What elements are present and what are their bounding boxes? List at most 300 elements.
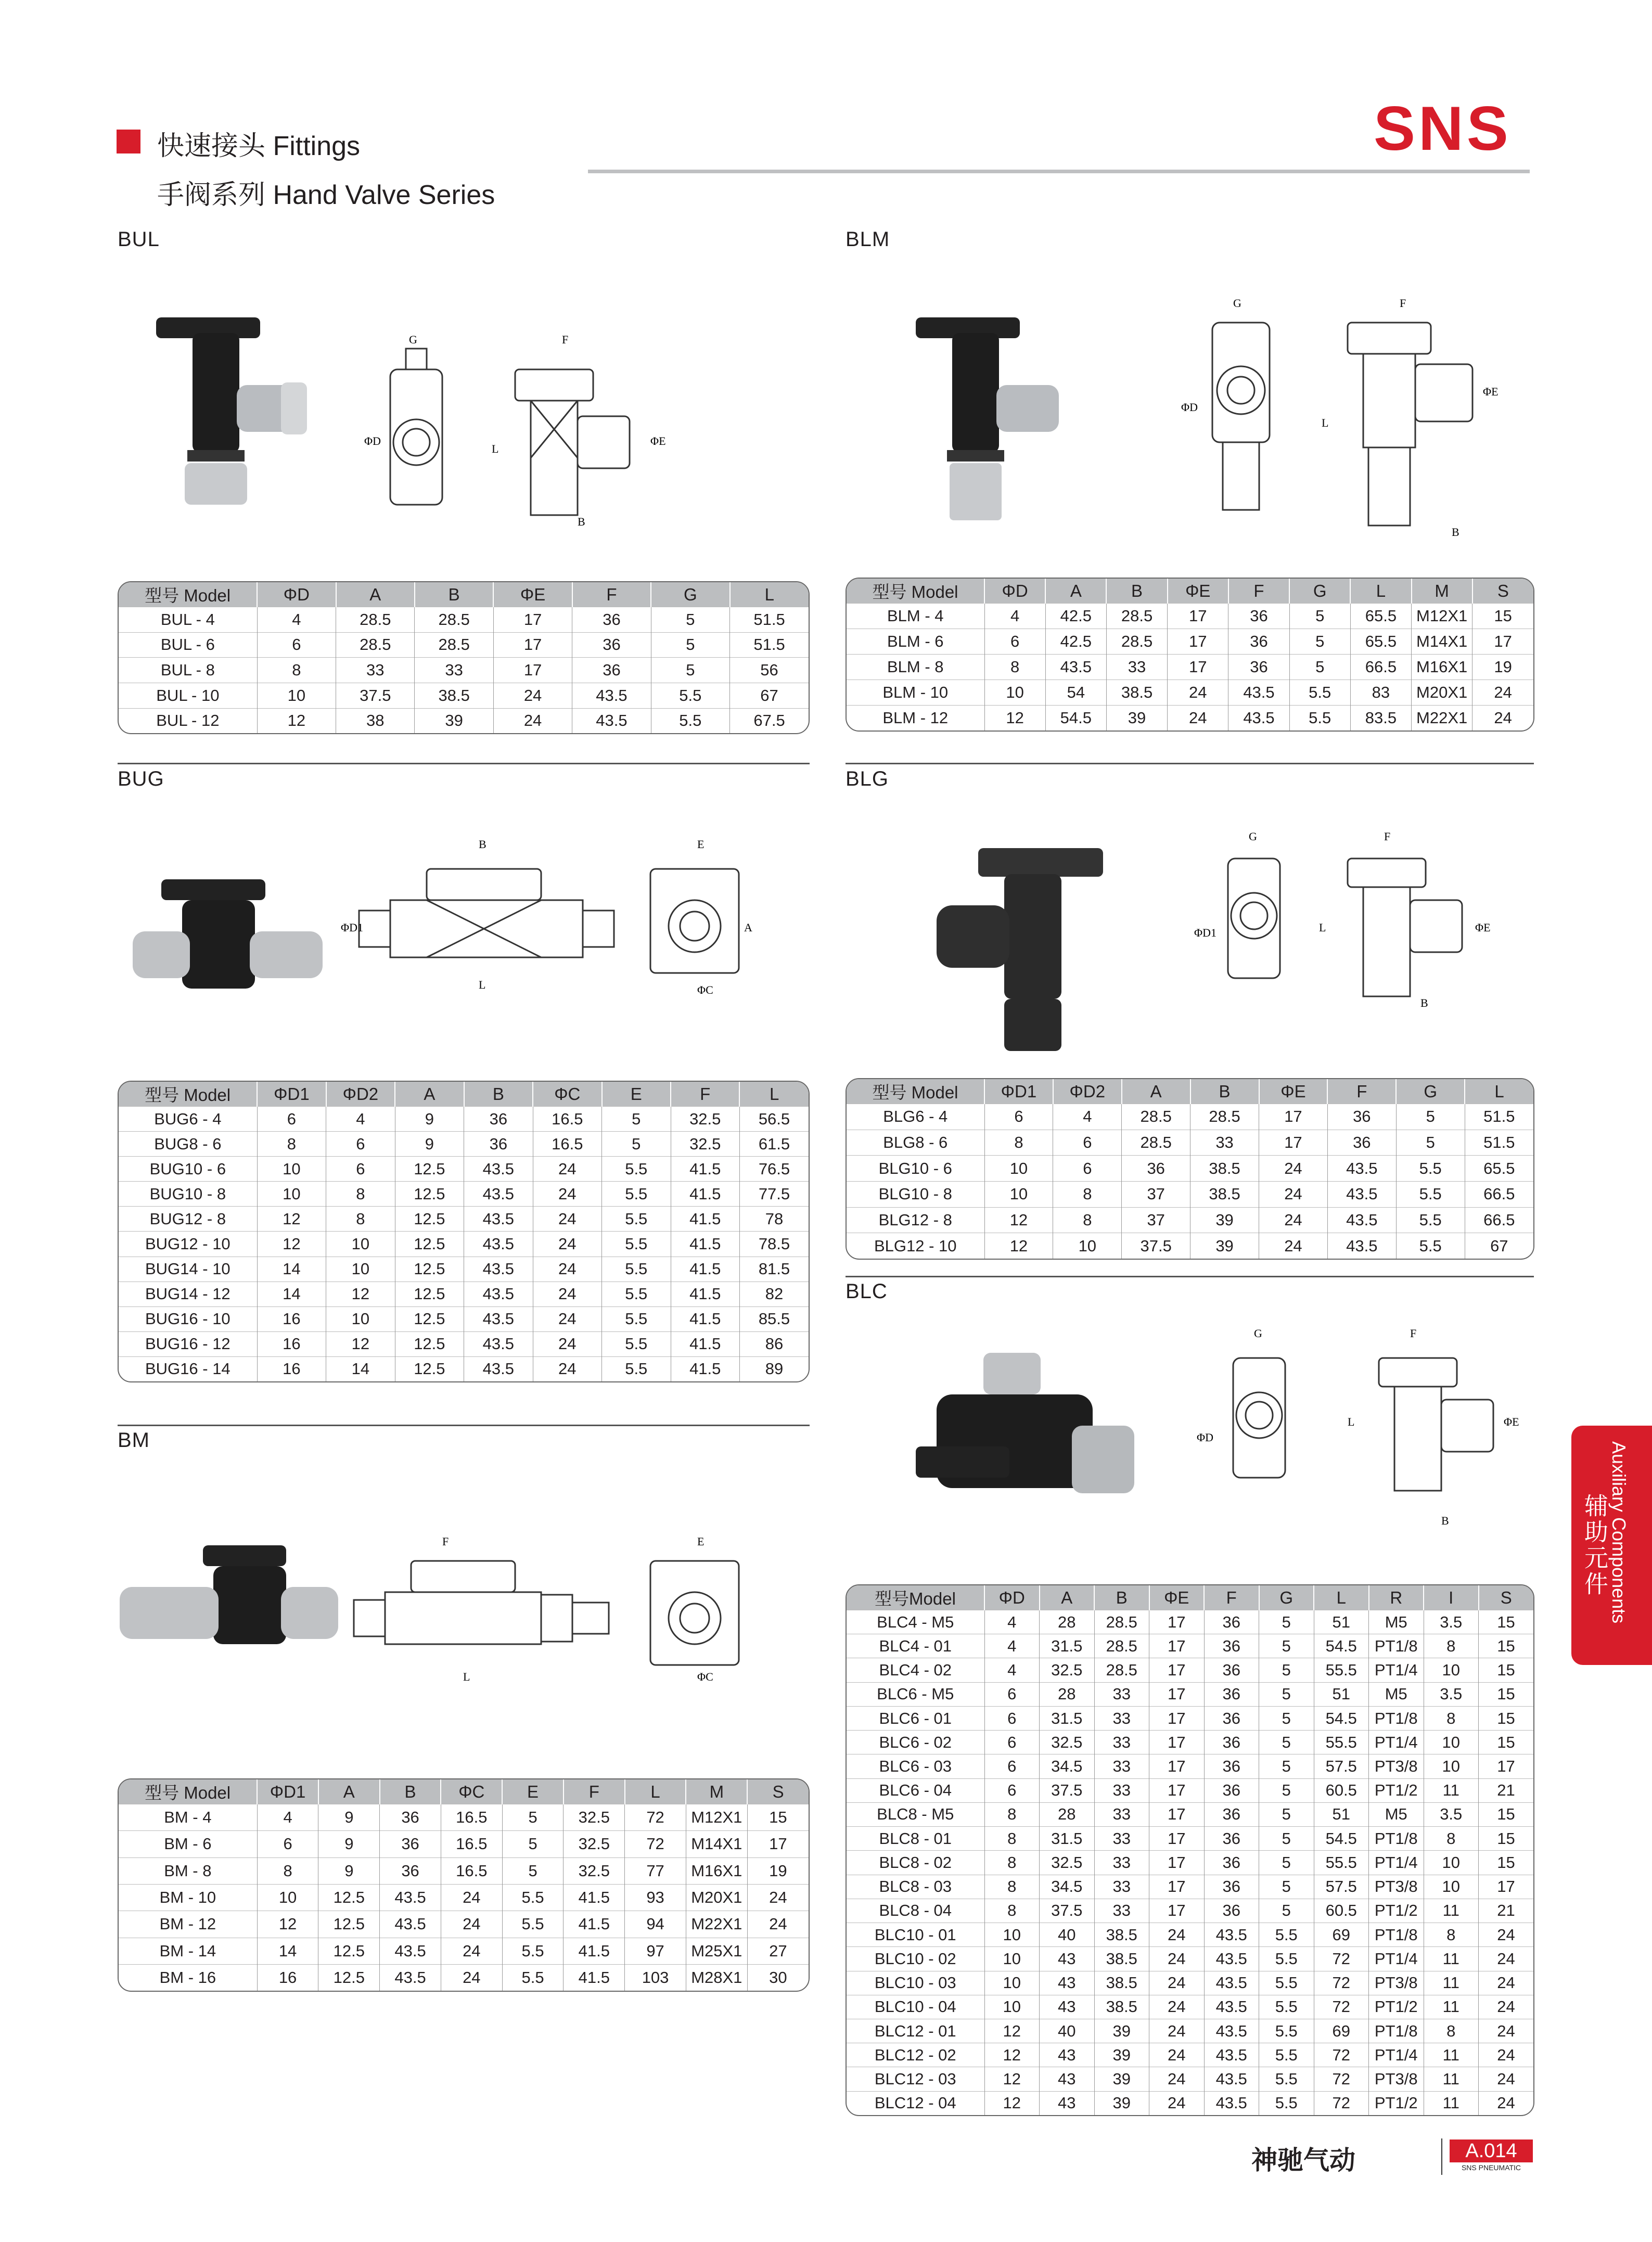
- table-cell: BLC8 - 04: [847, 1899, 984, 1923]
- table-cell: 5.5: [502, 1911, 564, 1938]
- section-title-bul: BUL: [118, 228, 160, 251]
- table-cell: 36: [464, 1132, 533, 1157]
- table-cell: 5: [1259, 1802, 1314, 1826]
- table-cell: 36: [1327, 1104, 1396, 1130]
- section-divider: [846, 1276, 1534, 1277]
- table-row: [119, 1157, 809, 1182]
- table-cell: 15: [1479, 1634, 1534, 1658]
- table-cell: 40: [1040, 2019, 1095, 2043]
- table-cell: 36: [380, 1857, 441, 1884]
- table-cell: 82: [739, 1282, 809, 1306]
- table-row: [847, 1754, 1533, 1778]
- table-cell: 5: [1289, 629, 1350, 655]
- table-row: [119, 607, 809, 633]
- table-cell: 97: [625, 1938, 686, 1964]
- table-cell: 5: [502, 1831, 564, 1857]
- table-cell: 5.5: [602, 1306, 671, 1331]
- blg-table: [847, 1079, 1533, 1259]
- table-cell: 76.5: [739, 1157, 809, 1182]
- column-header: G: [1289, 579, 1350, 604]
- column-header: ΦD1: [257, 1082, 326, 1107]
- table-cell: 4: [257, 607, 336, 633]
- column-header: F: [671, 1082, 739, 1107]
- table-row: [847, 1658, 1533, 1682]
- table-cell: 16.5: [441, 1831, 502, 1857]
- table-row: [119, 632, 809, 658]
- table-cell: 42.5: [1045, 629, 1106, 655]
- table-cell: BUL - 4: [119, 607, 257, 633]
- table-cell: 36: [1204, 1875, 1259, 1899]
- table-cell: PT1/2: [1369, 1995, 1424, 2019]
- table-cell: M28X1: [686, 1964, 747, 1991]
- table-cell: 24: [747, 1911, 809, 1938]
- table-cell: 12.5: [318, 1964, 380, 1991]
- table-cell: 5.5: [602, 1257, 671, 1282]
- table-cell: 37: [1122, 1182, 1190, 1208]
- table-cell: 24: [441, 1884, 502, 1911]
- svg-text:ΦC: ΦC: [697, 983, 713, 996]
- table-cell: 54.5: [1314, 1706, 1369, 1730]
- table-cell: 17: [1472, 629, 1533, 655]
- bug-technical-drawing: [338, 832, 780, 1020]
- column-header: ΦD2: [326, 1082, 395, 1107]
- table-cell: 15: [747, 1804, 809, 1831]
- table-row: [119, 1107, 809, 1132]
- table-cell: BLC12 - 04: [847, 2091, 984, 2115]
- table-cell: 24: [1479, 1971, 1534, 1995]
- table-cell: 43.5: [1204, 2091, 1259, 2115]
- table-cell: 24: [1259, 1233, 1328, 1259]
- table-cell: 24: [533, 1331, 601, 1356]
- table-cell: 36: [380, 1831, 441, 1857]
- table-cell: 17: [1149, 1706, 1205, 1730]
- table-cell: 17: [747, 1831, 809, 1857]
- table-cell: BLM - 6: [847, 629, 984, 655]
- svg-text:B: B: [479, 838, 486, 851]
- table-row: [847, 1971, 1533, 1995]
- table-cell: BM - 10: [119, 1884, 257, 1911]
- table-cell: 36: [1204, 1754, 1259, 1778]
- table-cell: 42.5: [1045, 604, 1106, 629]
- table-cell: 5.5: [1259, 1971, 1314, 1995]
- sns-logo: SNS: [1374, 94, 1512, 163]
- table-cell: 14: [257, 1938, 318, 1964]
- table-cell: 12.5: [395, 1356, 464, 1381]
- table-cell: BLC6 - M5: [847, 1682, 984, 1706]
- table-cell: 4: [984, 1634, 1040, 1658]
- table-cell: 24: [1149, 1995, 1205, 2019]
- column-header: A: [1040, 1585, 1095, 1610]
- table-cell: 43.5: [464, 1356, 533, 1381]
- table-cell: 55.5: [1314, 1731, 1369, 1754]
- table-cell: 11: [1424, 1778, 1479, 1802]
- table-cell: 36: [1228, 604, 1289, 629]
- table-cell: 39: [415, 708, 493, 733]
- table-cell: BLG12 - 8: [847, 1207, 984, 1233]
- table-row: [119, 1132, 809, 1157]
- section-divider: [118, 1425, 810, 1426]
- table-cell: 10: [326, 1257, 395, 1282]
- table-cell: 8: [1424, 1634, 1479, 1658]
- table-cell: 5: [1396, 1130, 1465, 1156]
- svg-text:ΦD: ΦD: [1197, 1431, 1213, 1444]
- table-cell: 83: [1350, 680, 1411, 706]
- table-cell: 24: [441, 1911, 502, 1938]
- table-row: [847, 1682, 1533, 1706]
- table-cell: 103: [625, 1964, 686, 1991]
- series-title: 手阀系列 Hand Valve Series: [157, 180, 495, 210]
- table-cell: 17: [1149, 1899, 1205, 1923]
- table-cell: 43.5: [1045, 655, 1106, 680]
- table-cell: 41.5: [564, 1911, 625, 1938]
- table-cell: 8: [1053, 1182, 1122, 1208]
- table-cell: 28.5: [415, 607, 493, 633]
- table-cell: BM - 12: [119, 1911, 257, 1938]
- table-row: [847, 1802, 1533, 1826]
- table-cell: 17: [1168, 604, 1228, 629]
- column-header: 型号 Model: [119, 1779, 257, 1804]
- table-cell: 43.5: [1228, 680, 1289, 706]
- table-cell: 41.5: [671, 1282, 739, 1306]
- table-cell: 15: [1479, 1706, 1534, 1730]
- blg-technical-drawing: [1192, 827, 1556, 1025]
- table-cell: 5: [1396, 1104, 1465, 1130]
- table-cell: 17: [1149, 1658, 1205, 1682]
- table-cell: BUG12 - 8: [119, 1207, 257, 1232]
- table-cell: PT1/8: [1369, 1827, 1424, 1851]
- table-cell: 33: [1094, 1754, 1149, 1778]
- table-cell: 4: [984, 1658, 1040, 1682]
- table-cell: 43.5: [1204, 1947, 1259, 1971]
- table-cell: 5: [1259, 1851, 1314, 1875]
- table-cell: 6: [326, 1157, 395, 1182]
- table-cell: 9: [318, 1804, 380, 1831]
- table-cell: 17: [1259, 1104, 1328, 1130]
- table-cell: 6: [984, 1778, 1040, 1802]
- table-cell: 5: [651, 658, 729, 683]
- bm-product-photo: [114, 1540, 343, 1665]
- table-cell: 17: [1479, 1754, 1534, 1778]
- table-row: [847, 1778, 1533, 1802]
- table-cell: 36: [464, 1107, 533, 1132]
- table-cell: BLG6 - 4: [847, 1104, 984, 1130]
- table-cell: 8: [326, 1182, 395, 1207]
- table-row: [847, 1923, 1533, 1947]
- table-cell: 9: [395, 1107, 464, 1132]
- table-cell: M20X1: [1412, 680, 1472, 706]
- column-header: ΦD: [984, 1585, 1040, 1610]
- table-cell: 51.5: [730, 632, 809, 658]
- table-cell: 41.5: [671, 1157, 739, 1182]
- table-cell: BUG14 - 12: [119, 1282, 257, 1306]
- table-cell: BLM - 12: [847, 706, 984, 731]
- table-cell: 8: [326, 1207, 395, 1232]
- table-row: [119, 1804, 809, 1831]
- table-cell: 12: [984, 1207, 1053, 1233]
- table-cell: 5.5: [1259, 1995, 1314, 2019]
- table-cell: 72: [1314, 2091, 1369, 2115]
- table-cell: 9: [318, 1831, 380, 1857]
- column-header: S: [1479, 1585, 1534, 1610]
- table-cell: 24: [1168, 680, 1228, 706]
- table-cell: 11: [1424, 1971, 1479, 1995]
- column-header: ΦC: [533, 1082, 601, 1107]
- table-cell: 5: [602, 1132, 671, 1157]
- table-cell: 3.5: [1424, 1802, 1479, 1826]
- table-cell: PT1/2: [1369, 2091, 1424, 2115]
- table-cell: 43.5: [1327, 1207, 1396, 1233]
- table-cell: 36: [380, 1804, 441, 1831]
- table-cell: M16X1: [1412, 655, 1472, 680]
- table-cell: 24: [533, 1182, 601, 1207]
- page-number: A.014: [1450, 2139, 1533, 2162]
- table-cell: 8: [984, 1130, 1053, 1156]
- table-cell: 16.5: [533, 1132, 601, 1157]
- table-cell: 24: [1149, 1947, 1205, 1971]
- table-cell: 65.5: [1350, 604, 1411, 629]
- table-cell: 24: [1149, 1923, 1205, 1947]
- table-cell: 15: [1472, 604, 1533, 629]
- table-cell: 5.5: [1289, 680, 1350, 706]
- table-cell: 5.5: [502, 1964, 564, 1991]
- table-cell: BLC10 - 03: [847, 1971, 984, 1995]
- table-cell: 17: [1149, 1851, 1205, 1875]
- table-cell: 60.5: [1314, 1899, 1369, 1923]
- table-cell: 69: [1314, 2019, 1369, 2043]
- table-cell: 8: [1424, 1827, 1479, 1851]
- table-cell: 5.5: [651, 683, 729, 708]
- table-cell: 28: [1040, 1802, 1095, 1826]
- svg-text:G: G: [1233, 297, 1241, 310]
- column-header: R: [1369, 1585, 1424, 1610]
- table-cell: 17: [1149, 1610, 1205, 1634]
- table-cell: 31.5: [1040, 1827, 1095, 1851]
- column-header: B: [1106, 579, 1167, 604]
- table-cell: BM - 4: [119, 1804, 257, 1831]
- table-row: [119, 1857, 809, 1884]
- svg-text:B: B: [1441, 1514, 1449, 1527]
- table-cell: 24: [1479, 1923, 1534, 1947]
- table-cell: 24: [1479, 2091, 1534, 2115]
- table-cell: PT1/8: [1369, 2019, 1424, 2043]
- svg-text:F: F: [1410, 1327, 1417, 1340]
- table-cell: 8: [257, 1132, 326, 1157]
- svg-text:L: L: [1319, 921, 1326, 934]
- table-cell: 36: [1204, 1634, 1259, 1658]
- table-cell: 8: [1424, 1706, 1479, 1730]
- table-cell: 38.5: [1190, 1182, 1259, 1208]
- table-cell: 43.5: [1204, 1971, 1259, 1995]
- table-cell: 54.5: [1314, 1827, 1369, 1851]
- table-row: [847, 1706, 1533, 1730]
- table-cell: 43.5: [464, 1306, 533, 1331]
- table-cell: 17: [1149, 1634, 1205, 1658]
- table-cell: BLC12 - 01: [847, 2019, 984, 2043]
- table-row: [847, 1851, 1533, 1875]
- svg-text:G: G: [1254, 1327, 1262, 1340]
- bul-table: [119, 582, 809, 733]
- table-cell: 5.5: [1259, 1923, 1314, 1947]
- column-header: ΦE: [1149, 1585, 1205, 1610]
- table-cell: BLG8 - 6: [847, 1130, 984, 1156]
- blm-technical-drawing: [1171, 291, 1556, 552]
- table-row: [847, 1875, 1533, 1899]
- table-cell: 28.5: [1106, 604, 1167, 629]
- svg-text:L: L: [479, 978, 486, 991]
- table-cell: 38.5: [1094, 1995, 1149, 2019]
- table-row: [119, 1207, 809, 1232]
- table-cell: 37.5: [336, 683, 415, 708]
- table-cell: 33: [336, 658, 415, 683]
- blg-product-photo: [926, 843, 1124, 1061]
- table-cell: 24: [533, 1207, 601, 1232]
- table-cell: 38.5: [1106, 680, 1167, 706]
- table-cell: 5: [1259, 1899, 1314, 1923]
- table-cell: BLC8 - 02: [847, 1851, 984, 1875]
- table-cell: 37.5: [1040, 1899, 1095, 1923]
- table-cell: 17: [1149, 1754, 1205, 1778]
- table-cell: 3.5: [1424, 1682, 1479, 1706]
- table-row: [847, 1207, 1533, 1233]
- table-cell: BLC4 - 02: [847, 1658, 984, 1682]
- table-cell: 33: [1094, 1682, 1149, 1706]
- table-cell: 54.5: [1314, 1634, 1369, 1658]
- table-cell: 16.5: [441, 1804, 502, 1831]
- table-cell: 41.5: [564, 1884, 625, 1911]
- table-cell: 12: [257, 1207, 326, 1232]
- table-cell: 36: [1122, 1156, 1190, 1182]
- table-cell: 8: [257, 658, 336, 683]
- table-cell: 17: [1259, 1130, 1328, 1156]
- table-cell: 36: [1204, 1899, 1259, 1923]
- column-header: ΦD1: [257, 1779, 318, 1804]
- table-cell: 10: [257, 683, 336, 708]
- table-cell: BUG12 - 10: [119, 1232, 257, 1257]
- table-cell: 5.5: [602, 1282, 671, 1306]
- table-cell: 4: [326, 1107, 395, 1132]
- table-cell: PT1/4: [1369, 1658, 1424, 1682]
- svg-text:F: F: [1400, 297, 1406, 310]
- blc-technical-drawing: [1192, 1322, 1556, 1540]
- table-cell: 5.5: [502, 1938, 564, 1964]
- table-cell: 17: [1149, 1827, 1205, 1851]
- table-cell: 43.5: [464, 1232, 533, 1257]
- column-header: G: [651, 582, 729, 607]
- table-cell: 72: [1314, 1995, 1369, 2019]
- column-header: F: [1228, 579, 1289, 604]
- table-cell: 17: [1479, 1875, 1534, 1899]
- table-cell: BM - 8: [119, 1857, 257, 1884]
- table-row: [847, 629, 1533, 655]
- table-cell: 8: [984, 1851, 1040, 1875]
- table-cell: BLM - 10: [847, 680, 984, 706]
- table-cell: BLC6 - 01: [847, 1706, 984, 1730]
- table-cell: PT3/8: [1369, 1971, 1424, 1995]
- table-row: [847, 1731, 1533, 1754]
- category-side-tab: [1571, 1426, 1652, 1665]
- table-cell: 8: [1424, 1923, 1479, 1947]
- table-row: [119, 1182, 809, 1207]
- table-cell: 37: [1122, 1207, 1190, 1233]
- table-cell: M22X1: [1412, 706, 1472, 731]
- table-cell: 5.5: [1396, 1156, 1465, 1182]
- table-cell: 12: [984, 2067, 1040, 2091]
- table-cell: 17: [493, 607, 572, 633]
- table-cell: 38: [336, 708, 415, 733]
- table-cell: 15: [1479, 1731, 1534, 1754]
- table-cell: 6: [984, 1706, 1040, 1730]
- column-header: ΦD: [984, 579, 1045, 604]
- table-cell: 36: [1204, 1731, 1259, 1754]
- column-header: F: [572, 582, 651, 607]
- table-cell: 12: [326, 1331, 395, 1356]
- table-cell: 5: [1259, 1731, 1314, 1754]
- table-cell: 36: [1204, 1658, 1259, 1682]
- column-header: 型号 Model: [847, 579, 984, 604]
- table-cell: 36: [1228, 629, 1289, 655]
- table-row: [119, 658, 809, 683]
- bul-product-photo: [151, 307, 328, 526]
- table-cell: 33: [1094, 1827, 1149, 1851]
- table-cell: 24: [533, 1356, 601, 1381]
- table-cell: 8: [984, 1827, 1040, 1851]
- table-cell: 36: [572, 632, 651, 658]
- table-row: [847, 1899, 1533, 1923]
- table-cell: 24: [1472, 680, 1533, 706]
- table-cell: 4: [1053, 1104, 1122, 1130]
- table-cell: 43.5: [1327, 1182, 1396, 1208]
- svg-text:L: L: [492, 442, 499, 455]
- table-cell: 11: [1424, 1899, 1479, 1923]
- bul-technical-drawing: [359, 333, 723, 531]
- svg-text:F: F: [562, 333, 569, 346]
- column-header: B: [415, 582, 493, 607]
- table-cell: 12: [984, 2043, 1040, 2067]
- table-row: [847, 1827, 1533, 1851]
- table-cell: 32.5: [564, 1831, 625, 1857]
- table-cell: 24: [1259, 1182, 1328, 1208]
- table-cell: 33: [1094, 1802, 1149, 1826]
- table-cell: 43.5: [464, 1207, 533, 1232]
- table-cell: 14: [257, 1282, 326, 1306]
- table-cell: BUG8 - 6: [119, 1132, 257, 1157]
- svg-text:ΦD1: ΦD1: [1194, 926, 1216, 939]
- table-cell: 28.5: [1122, 1104, 1190, 1130]
- table-cell: 39: [1094, 2043, 1149, 2067]
- table-cell: 36: [1204, 1778, 1259, 1802]
- svg-text:ΦC: ΦC: [697, 1670, 713, 1683]
- table-cell: M5: [1369, 1682, 1424, 1706]
- column-header: G: [1259, 1585, 1314, 1610]
- bug-spec-table: [118, 1081, 810, 1382]
- table-cell: 5: [651, 632, 729, 658]
- table-cell: 6: [326, 1132, 395, 1157]
- table-cell: 86: [739, 1331, 809, 1356]
- blm-product-photo: [911, 307, 1087, 541]
- table-cell: 8: [984, 1802, 1040, 1826]
- table-cell: 24: [1472, 706, 1533, 731]
- column-header: 型号 Model: [119, 1082, 257, 1107]
- table-cell: 43.5: [380, 1938, 441, 1964]
- table-row: [847, 604, 1533, 629]
- table-cell: 43.5: [380, 1964, 441, 1991]
- table-cell: 85.5: [739, 1306, 809, 1331]
- table-cell: 5.5: [602, 1157, 671, 1182]
- table-cell: 17: [1149, 1731, 1205, 1754]
- table-cell: 5.5: [1259, 2043, 1314, 2067]
- table-cell: 24: [533, 1232, 601, 1257]
- table-cell: PT1/4: [1369, 2043, 1424, 2067]
